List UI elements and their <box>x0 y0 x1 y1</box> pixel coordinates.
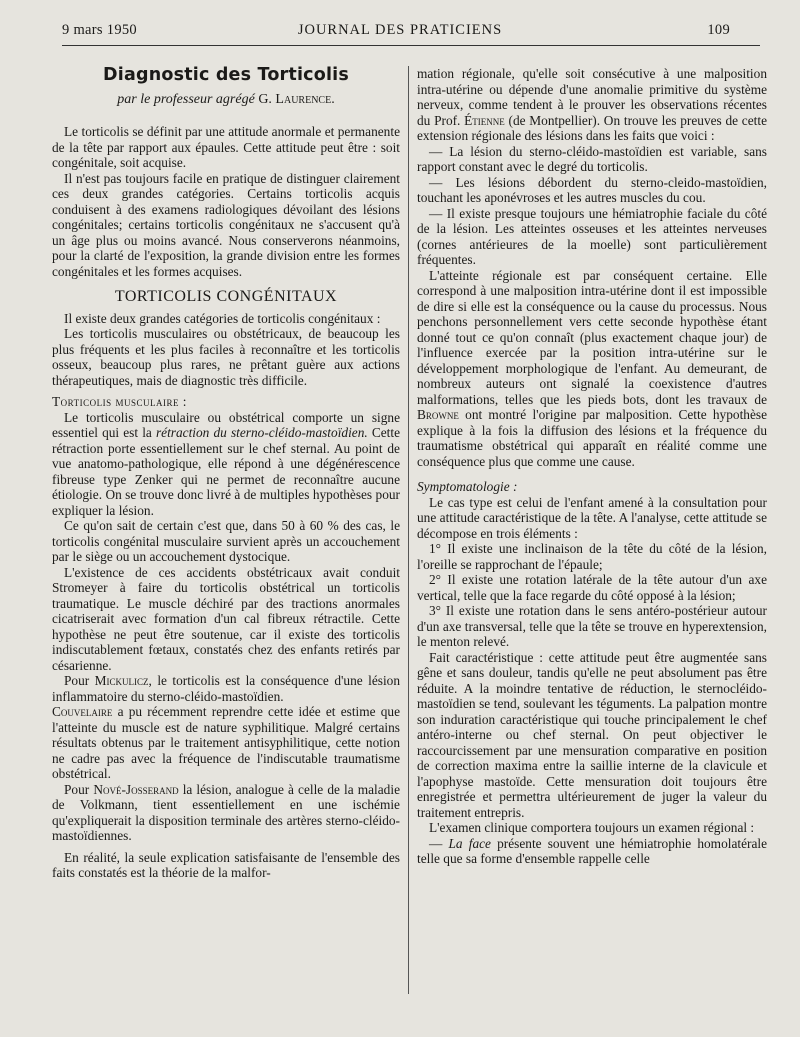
paragraph: Il n'est pas toujours facile en pratique de distinguer clairement ces deux grandes catégories. Certains torticolis acquis conduisent à des examens radiologiques dévoilant des lésions congénitales; certains torticolis congénitaux ne s'accusent qu'à un âge plus ou moins avancé. Nous conserverons néanmoins, pour la clarté de l'exposition, la grande division entre les formes congénitales et les formes acquises. <box>52 170 400 279</box>
paragraph <box>417 66 767 144</box>
text-run: Pour <box>64 781 94 797</box>
paragraph <box>52 410 400 519</box>
running-head <box>62 22 738 42</box>
right-column <box>417 66 767 867</box>
paragraph: — Il existe presque toujours une hémiatrophie faciale du côté de la lésion. Les atteintes osseuses et les atteintes nerveuses (cornes antérieures de la moelle) sont particulièrement fréquentes. <box>417 205 767 267</box>
author-name: Nové-Josserand <box>93 781 179 797</box>
byline-author: G. Laurence. <box>258 91 335 107</box>
byline <box>52 92 400 108</box>
paragraph: Les torticolis musculaires ou obstétricaux, de beaucoup les plus fréquents et les plus faciles à reconnaître et les torticolis osseux, beaucoup plus rares, ne prêtant guère aux actions thérapeutiques, mais de diagnostic très difficile. <box>52 326 400 388</box>
paragraph: Ce qu'on sait de certain c'est que, dans 50 à 60 % des cas, le torticolis congénital musculaire survient après un accouchement par le siège ou un accouchement dystocique. <box>52 518 400 564</box>
subheading: Symptomatologie : <box>417 479 518 494</box>
text-run: mation régionale, qu'elle soit consécutive à une malposition intra-utérine ou dépende d'une anomalie primitive du système nerveux, comme tendent à le prouver les observations récentes du Prof. <box>417 66 767 128</box>
section-heading: TORTICOLIS CONGÉNITAUX <box>114 288 338 305</box>
paragraph: L'existence de ces accidents obstétricaux avait conduit Stromeyer à faire du torticolis obstétrical un torticolis traumatique. Le muscle déchiré par des tractions anormales cicatriserait avec formation d'un cal fibreux rétractile. Cette hypothèse ne peut être soutenue, car il existe des torticolis indiscutablement fœtaux, constatés chez des enfants retirés par césarienne. <box>52 564 400 673</box>
author-name: Couvelaire <box>52 704 113 719</box>
column-divider <box>408 66 409 994</box>
header-rule <box>62 45 760 46</box>
author-name: Browne <box>417 407 459 422</box>
journal-name: JOURNAL DES PRATICIENS <box>297 22 503 38</box>
paragraph: Le cas type est celui de l'enfant amené à la consultation pour une attitude caractéristique de la tête. A l'analyse, cette attitude se décompose en trois éléments : <box>417 494 767 541</box>
paragraph: L'examen clinique comportera toujours un examen régional : <box>429 820 755 835</box>
paragraph: 1° Il existe une inclinaison de la tête du côté de la lésion, l'oreille se rapprochant de l'épaule; <box>417 541 767 572</box>
text-run: présente souvent une hémiatrophie homolatérale telle que sa forme d'ensemble rappelle celle <box>417 835 767 866</box>
paragraph: En réalité, la seule explication satisfaisante de l'ensemble des faits constatés est la théorie de la malfor- <box>52 849 400 880</box>
text-run: Pour <box>64 673 95 688</box>
emphasis: La face <box>448 835 491 851</box>
author-name: Mickulicz <box>94 673 149 688</box>
text-run: (de Montpellier). On trouve les preuves de cette extension régionale des lésions dans les faits que voici : <box>417 112 767 143</box>
emphasis: rétraction du sterno-cléido-mastoïdien. <box>155 425 368 440</box>
paragraph: Il existe deux grandes catégories de torticolis congénitaux : <box>64 310 381 326</box>
paragraph: — La lésion du sterno-cléido-mastoïdien est variable, sans rapport constant avec le degré du torticolis. <box>417 143 767 174</box>
text-run: — <box>429 835 449 851</box>
page-number: 109 <box>707 22 730 38</box>
text-run: Cette rétraction porte essentiellement sur le chef sternal. Au point de vue anatomo-pathologique, elle répond à une dégénérescence fibreuse type Zenker qui ne permet de reconnaître aucune étiologie. On se trouve donc livré à de multiples hypothèses pour expliquer la lésion. <box>52 425 401 518</box>
paragraph <box>417 268 767 470</box>
article-title: Diagnostic des Torticolis <box>103 65 349 85</box>
subheading: Torticolis musculaire : <box>52 394 187 409</box>
text-run: ont montré l'origine par malposition. Cette hypothèse explique à la fois la diffusion des lésions et la fréquence du traumatisme obstétrical qui apparaît en réalité comme une conséquence plus que comme une cause. <box>417 407 767 469</box>
left-column <box>52 66 400 881</box>
byline-prefix: par le professeur agrégé <box>117 91 255 107</box>
author-name: Étienne <box>464 112 505 128</box>
paragraph <box>52 673 400 782</box>
paragraph <box>52 782 400 844</box>
text-run: Le torticolis musculaire ou obstétrical comporte un signe essentiel qui est la <box>52 409 400 440</box>
text-run: L'atteinte régionale est par conséquent certaine. Elle correspond à une malposition intra-utérine dont il est impossible de dire si elle est la conséquence ou la cause du processus. Nous penchons personnellement vers cette seconde hypothèse étant donné tout ce qu'on connaît (plus exactement chaque jour) de l'influence exercée par la position intra-utérine sur le développement morphologique de l'enfant. Au demeurant, de nombreux auteurs ont signalé la coexistence d'autres malformations, telles que les pieds bots, dont les travaux de <box>417 267 767 407</box>
issue-date: 9 mars 1950 <box>62 22 137 38</box>
paragraph: 2° Il existe une rotation latérale de la tête autour d'un axe vertical, telle que la face regarde du côté opposé à la lésion; <box>417 572 767 603</box>
paragraph: 3° Il existe une rotation dans le sens antéro-postérieur autour d'un axe transversal, telle que la tête se trouve en hyperextension, le menton relevé. <box>417 603 767 649</box>
paragraph <box>417 836 767 867</box>
paragraph: Le torticolis se définit par une attitude anormale et permanente de la tête par rapport aux épaules. Cette attitude peut être : soit congénitale, soit acquise. <box>52 124 400 170</box>
text-run: la lésion, analogue à celle de la maladie de Volkmann, tient essentiellement en une ischémie qu'expliquerait la disposition terminale des artères sterno-cléido-mastoïdiennes. <box>52 781 400 843</box>
text-run: , le torticolis est la conséquence d'une lésion inflammatoire du sterno-cléido-mastoïdien. <box>52 673 400 704</box>
paragraph: Fait caractéristique : cette attitude peut être augmentée sans gêne et sans douleur, tandis qu'elle ne peut absolument pas être réduite. A la moindre tentative de réduction, le sternocléido-mastoïdien se tend, soulevant les téguments. La palpation montre son induration caractéristique qui touche principalement le chef antéro-interne ou chef sternal. On peut objectiver le raccourcissement par une mensuration comparative en position de correction maxima entre la saillie interne de la clavicule et l'apophyse mastoïde. Cette mensuration doit toujours être enregistrée et permettra ultérieurement de juger la valeur du traitement entrepris. <box>417 649 767 820</box>
text-run: a pu récemment reprendre cette idée et estime que l'atteinte du muscle est de nature syphilitique. Malgré certains résultats obtenus par le traitement antisyphilitique, cette notion ne cadre pas avec la fréquence de l'indiscutable traumatisme obstétrical. <box>52 704 400 781</box>
paragraph: — Les lésions débordent du sterno-cleido-mastoïdien, touchant les aponévroses et les autres muscles du cou. <box>417 174 767 205</box>
